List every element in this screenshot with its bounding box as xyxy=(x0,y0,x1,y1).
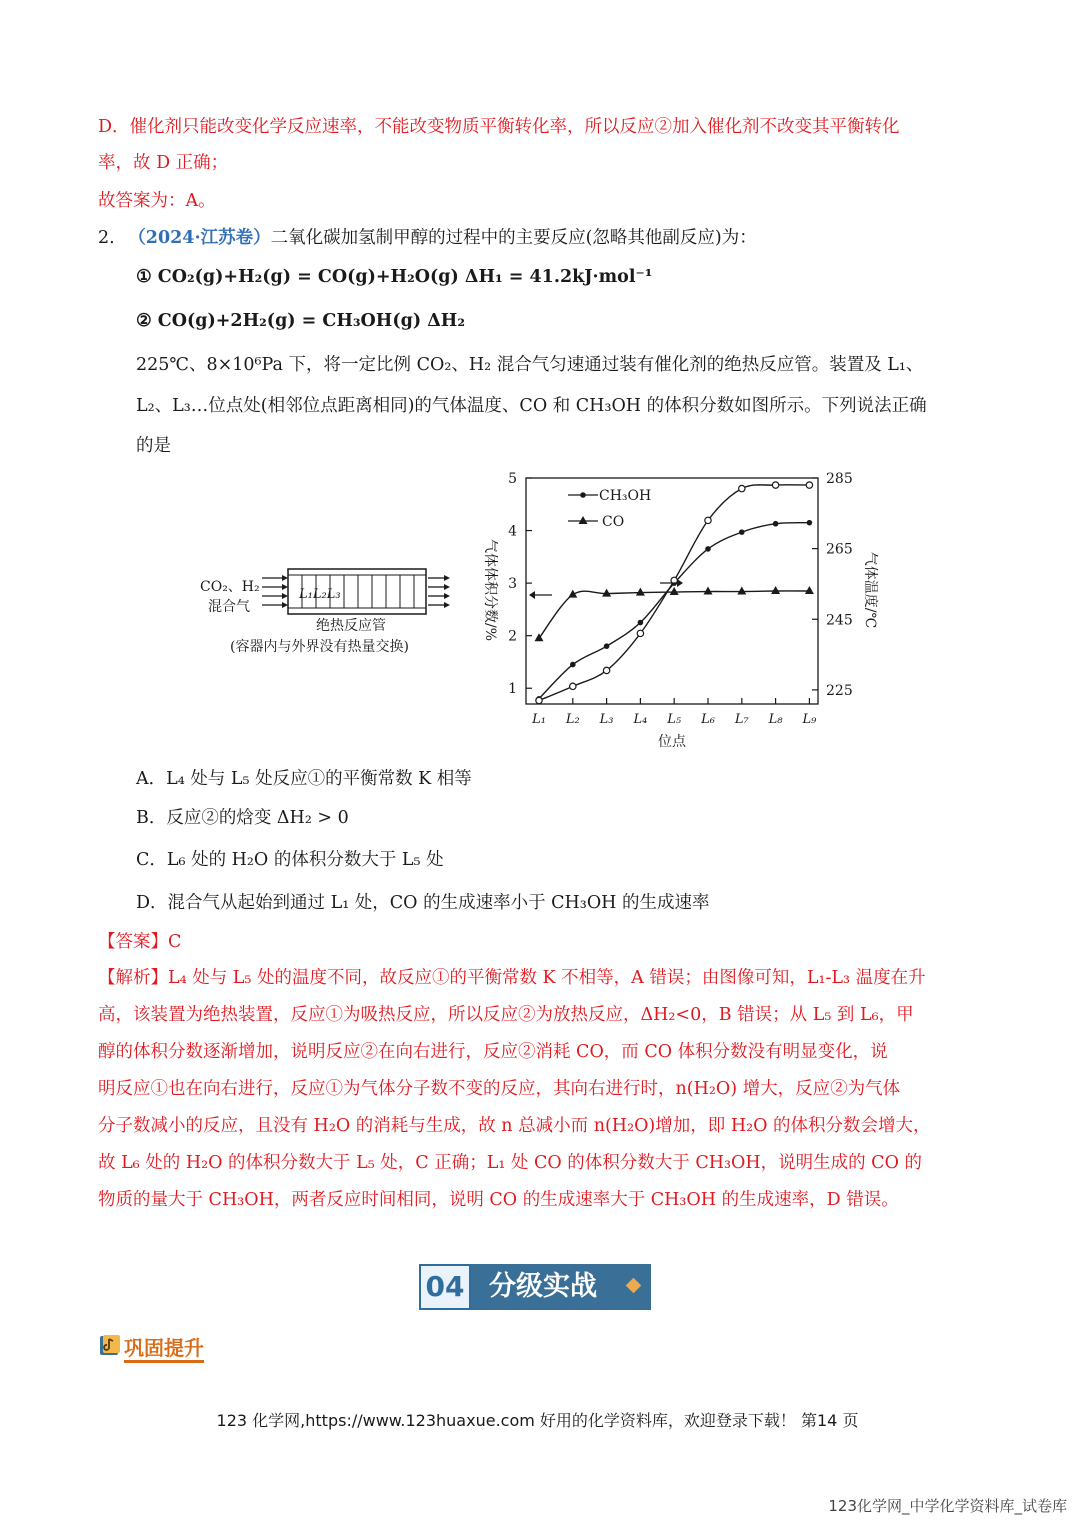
data-point-co xyxy=(636,588,645,596)
data-point-temperature xyxy=(739,485,745,491)
analysis-line: 高，该装置为绝热装置，反应①为吸热反应，所以反应②为放热反应，ΔH₂<0，B 错误；从 L₅ 到 L₆，甲 xyxy=(98,1005,914,1025)
option-d: D．混合气从起始到通过 L₁ 处，CO 的生成速率小于 CH₃OH 的生成速率 xyxy=(136,893,710,913)
data-point-temperature xyxy=(705,517,711,523)
data-point-co xyxy=(771,586,780,594)
conditions-line2: L₂、L₃…位点处(相邻位点距离相同)的气体温度、CO 和 CH₃OH 的体积分数如图所示。下列说法正确 xyxy=(136,396,927,416)
tube-name: 绝热反应管 xyxy=(316,618,386,634)
analysis-line: 故 L₆ 处的 H₂O 的体积分数大于 L₅ 处，C 正确；L₁ 处 CO 的体积分数大于 CH₃OH，说明生成的 CO 的 xyxy=(98,1153,922,1173)
question-stem: 二氧化碳加氢制甲醇的过程中的主要反应(忽略其他副反应)为： xyxy=(270,228,757,248)
left-tick-label: 5 xyxy=(508,471,517,487)
right-tick-label: 245 xyxy=(826,612,853,629)
section-title: 巩固提升 xyxy=(124,1336,204,1363)
x-tick-label: L₉ xyxy=(802,712,817,727)
data-point-ch3oh xyxy=(739,529,745,535)
analysis-line: 物质的量大于 CH₃OH，两者反应时间相同，说明 CO 的生成速率大于 CH₃OH 的生成速率，D 错误。 xyxy=(98,1190,899,1210)
series-line xyxy=(539,591,809,638)
question-figure xyxy=(190,465,878,765)
banner-title-box xyxy=(471,1264,651,1310)
right-tick-label: 225 xyxy=(826,682,853,699)
legend-label-co: CO xyxy=(602,514,625,530)
data-point-co xyxy=(704,587,713,595)
conditions-line1: 225℃、8×10⁶Pa 下，将一定比例 CO₂、H₂ 混合气匀速通过装有催化剂的绝热反应管。装置及 L₁、 xyxy=(136,355,924,375)
left-tick-label: 1 xyxy=(508,681,517,698)
option-c: C．L₆ 处的 H₂O 的体积分数大于 L₅ 处 xyxy=(136,850,444,870)
analysis-line: 醇的体积分数逐渐增加，说明反应②在向右进行，反应②消耗 CO，而 CO 体积分数没有明显变化，说 xyxy=(98,1042,888,1062)
question-number: 2. xyxy=(98,228,115,248)
figure-svg xyxy=(190,465,878,765)
tube-note: (容器内与外界没有热量交换) xyxy=(230,639,409,655)
data-point-temperature xyxy=(637,630,643,636)
series-layer xyxy=(535,482,814,704)
analysis-line: 【解析】L₄ 处与 L₅ 处的温度不同，故反应①的平衡常数 K 不相等，A 错误；由图像可知，L₁-L₃ 温度在升 xyxy=(98,968,926,988)
section-banner xyxy=(419,1264,651,1310)
arrow-right-icon xyxy=(677,579,683,587)
x-axis xyxy=(531,698,817,727)
prev-answer-line: 故答案为：A。 xyxy=(98,191,216,211)
x-axis-label: 位点 xyxy=(658,734,686,750)
data-point-temperature xyxy=(806,482,812,488)
data-point-co xyxy=(670,587,679,595)
tube-point-labels: L₁L₂L₃ xyxy=(299,587,341,602)
chart-legend xyxy=(568,488,651,530)
prev-option-d-line2: 率，故 D 正确； xyxy=(98,153,229,173)
right-tick-label: 265 xyxy=(826,541,853,558)
data-point-co xyxy=(737,587,746,595)
x-tick-label: L₆ xyxy=(701,712,715,727)
data-point-ch3oh xyxy=(807,520,813,526)
legend-marker-ch3oh xyxy=(580,492,586,498)
x-tick-label: L₁ xyxy=(532,712,546,727)
diamond-icon xyxy=(626,1278,642,1294)
y-left-axis-label: 气体体积分数/% xyxy=(482,538,498,642)
legend-label-ch3oh: CH₃OH xyxy=(599,488,652,504)
data-point-ch3oh xyxy=(705,546,711,552)
x-tick-label: L₄ xyxy=(633,712,648,727)
data-point-temperature xyxy=(536,697,542,703)
page-footer: 123 化学网,https://www.123huaxue.com 好用的化学资料库，欢迎登录下载！ 第14 页 xyxy=(216,1411,859,1430)
x-tick-label: L₃ xyxy=(599,712,614,727)
option-a: A．L₄ 处与 L₅ 处反应①的平衡常数 K 相等 xyxy=(136,769,472,789)
banner-number: 04 xyxy=(419,1264,471,1310)
arrow-left-icon xyxy=(529,591,535,599)
left-tick-label: 4 xyxy=(508,523,517,540)
inlet-label-1: CO₂、H₂ xyxy=(200,579,260,595)
series-line xyxy=(539,523,809,699)
data-point-co xyxy=(602,589,611,597)
left-tick-label: 2 xyxy=(508,628,517,645)
x-tick-label: L₈ xyxy=(768,712,783,727)
x-tick-label: L₇ xyxy=(734,712,749,727)
inlet-arrows xyxy=(262,578,444,605)
option-b: B．反应②的焓变 ΔH₂ > 0 xyxy=(136,808,349,828)
conditions-line3: 的是 xyxy=(136,436,171,456)
legend-marker-co xyxy=(579,516,588,524)
data-point-ch3oh xyxy=(604,643,610,649)
question-2-header xyxy=(98,226,757,250)
x-tick-label: L₅ xyxy=(667,712,682,727)
data-point-temperature xyxy=(772,482,778,488)
analysis-line: 明反应①也在向右进行，反应①为气体分子数不变的反应，其向右进行时，n(H₂O) 增大，反应②为气体 xyxy=(98,1079,901,1099)
data-point-temperature xyxy=(570,683,576,689)
data-point-co xyxy=(805,586,814,594)
data-point-temperature xyxy=(603,667,609,673)
left-tick-label: 3 xyxy=(508,576,517,593)
data-point-ch3oh xyxy=(570,662,576,668)
reaction-1: ① CO₂(g)+H₂(g) = CO(g)+H₂O(g) ΔH₁ = 41.2kJ·mol⁻¹ xyxy=(136,267,653,287)
answer-label: 【答案】C xyxy=(98,932,182,952)
data-point-ch3oh xyxy=(638,620,644,626)
data-point-ch3oh xyxy=(773,521,779,527)
question-source: （2024·江苏卷） xyxy=(128,228,271,248)
inlet-label-2: 混合气 xyxy=(208,599,250,615)
prev-option-d-line1: D．催化剂只能改变化学反应速率，不能改变物质平衡转化率，所以反应②加入催化剂不改变其平衡转化 xyxy=(98,117,900,137)
book-icon xyxy=(98,1333,122,1357)
banner-title: 分级实战 xyxy=(489,1271,597,1302)
chart xyxy=(482,471,879,750)
right-tick-label: 285 xyxy=(826,471,853,487)
analysis-line: 分子数减小的反应，且没有 H₂O 的消耗与生成，故 n 总减小而 n(H₂O)增加，即 H₂O 的体积分数会增大， xyxy=(98,1116,931,1136)
watermark-text: 123化学网_中学化学资料库_试卷库 xyxy=(828,1497,1067,1515)
apparatus-diagram xyxy=(200,569,450,655)
x-tick-label: L₂ xyxy=(565,712,580,727)
reaction-2: ② CO(g)+2H₂(g) = CH₃OH(g) ΔH₂ xyxy=(136,311,466,331)
left-axis xyxy=(508,471,532,697)
y-right-axis-label: 气体温度/℃ xyxy=(862,551,878,629)
